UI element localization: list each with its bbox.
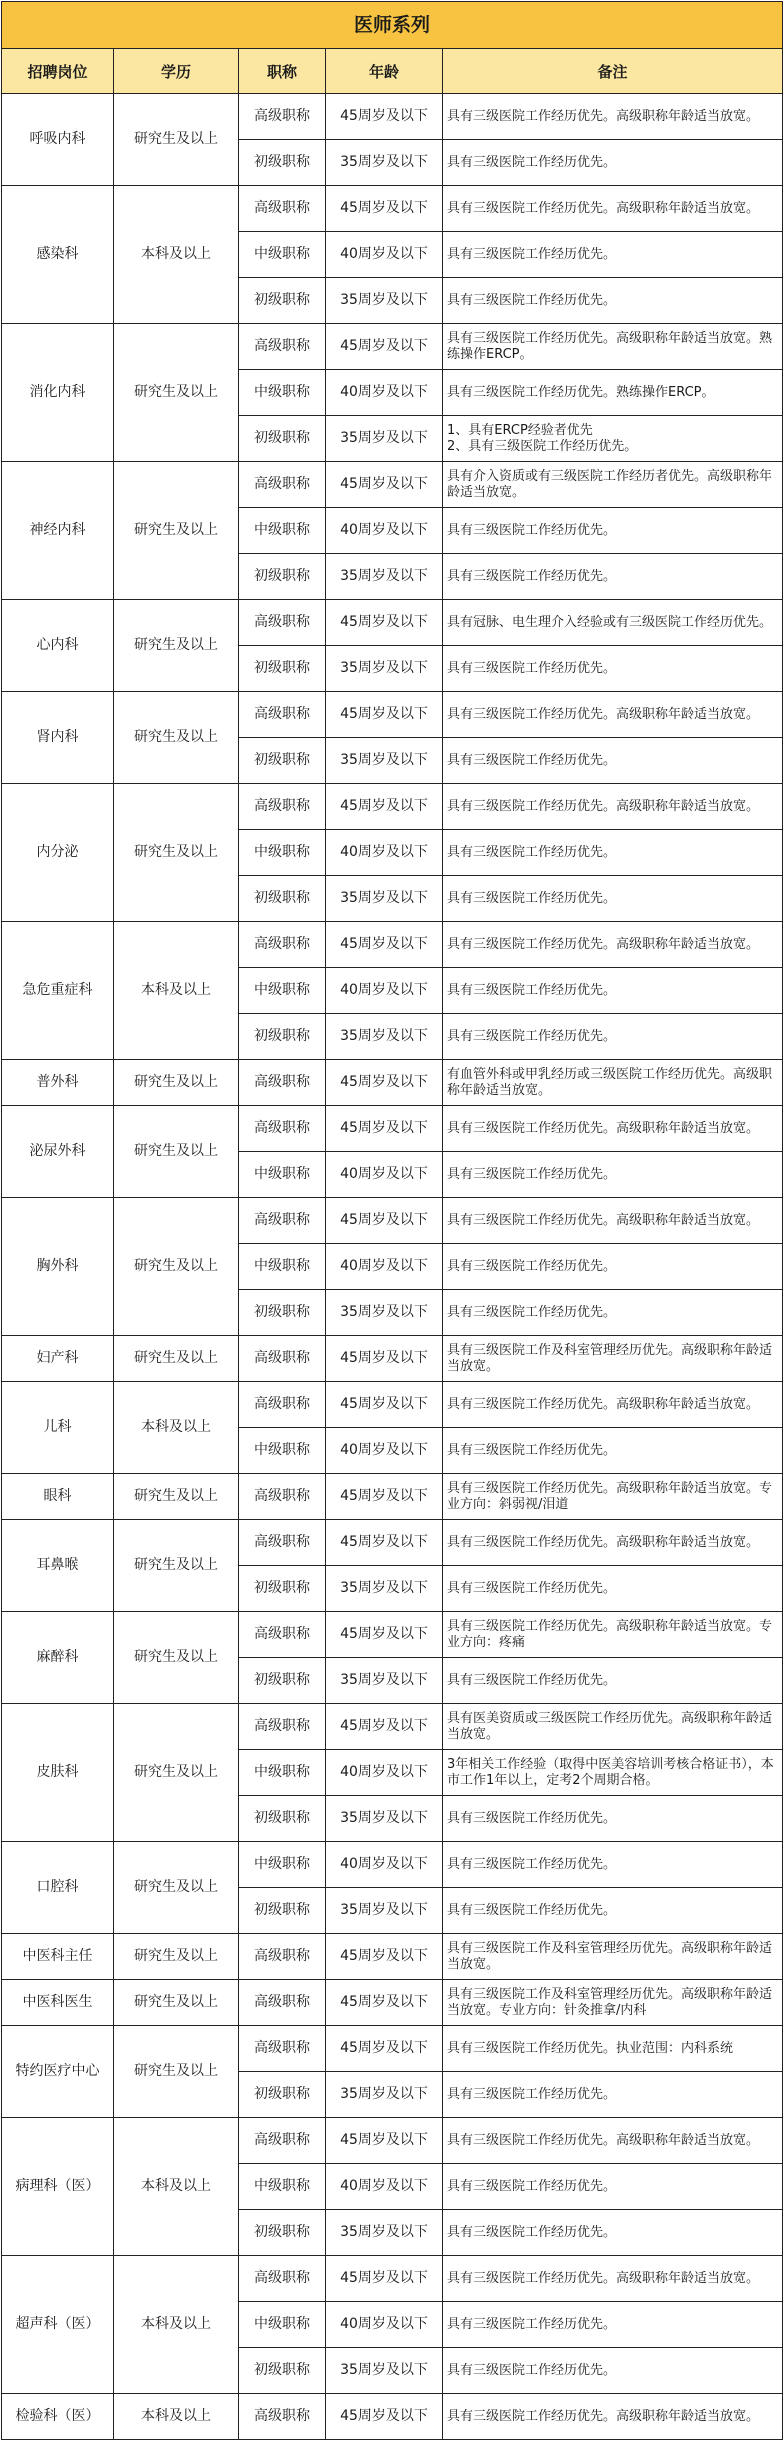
professional-title-cell: 初级职称 [239,738,326,784]
professional-title-cell: 初级职称 [239,1290,326,1336]
table-row [2,1474,783,1520]
remarks-cell: 具有三级医院工作经历优先。高级职称年龄适当放宽。 [443,2394,783,2440]
age-cell: 35周岁及以下 [326,1566,443,1612]
professional-title-cell: 高级职称 [239,692,326,738]
table-row [2,1106,783,1152]
professional-title-cell: 高级职称 [239,2256,326,2302]
position-cell: 耳鼻喉 [2,1520,114,1612]
professional-title-cell: 高级职称 [239,186,326,232]
age-cell: 45周岁及以下 [326,922,443,968]
professional-title-cell: 初级职称 [239,416,326,462]
remarks-cell: 具有三级医院工作经历优先。 [443,278,783,324]
education-cell: 本科及以上 [114,1382,239,1474]
age-cell: 40周岁及以下 [326,232,443,278]
professional-title-cell: 初级职称 [239,1566,326,1612]
professional-title-cell: 高级职称 [239,94,326,140]
education-cell: 研究生及以上 [114,462,239,600]
position-cell: 皮肤科 [2,1704,114,1842]
table-row [2,1382,783,1428]
education-cell: 研究生及以上 [114,94,239,186]
age-cell: 40周岁及以下 [326,370,443,416]
professional-title-cell: 中级职称 [239,370,326,416]
age-cell: 45周岁及以下 [326,1382,443,1428]
age-cell: 40周岁及以下 [326,830,443,876]
age-cell: 35周岁及以下 [326,416,443,462]
remarks-cell: 具有三级医院工作经历优先。 [443,1152,783,1198]
professional-title-cell: 初级职称 [239,2348,326,2394]
professional-title-cell: 中级职称 [239,2164,326,2210]
age-cell: 40周岁及以下 [326,1842,443,1888]
professional-title-cell: 初级职称 [239,876,326,922]
position-cell: 消化内科 [2,324,114,462]
remarks-cell: 具有三级医院工作经历优先。高级职称年龄适当放宽。 [443,2118,783,2164]
professional-title-cell: 中级职称 [239,1842,326,1888]
age-cell: 40周岁及以下 [326,2302,443,2348]
remarks-cell: 具有三级医院工作经历优先。 [443,1244,783,1290]
professional-title-cell: 高级职称 [239,1060,326,1106]
remarks-cell: 具有三级医院工作经历优先。高级职称年龄适当放宽。 [443,692,783,738]
table-row [2,462,783,508]
remarks-cell: 具有三级医院工作经历优先。高级职称年龄适当放宽。 [443,186,783,232]
education-cell: 研究生及以上 [114,1934,239,1980]
remarks-cell: 具有三级医院工作经历优先。高级职称年龄适当放宽。专业方向：斜弱视/泪道 [443,1474,783,1520]
table-row [2,1934,783,1980]
professional-title-cell: 中级职称 [239,830,326,876]
position-cell: 口腔科 [2,1842,114,1934]
table-row [2,1198,783,1244]
remarks-cell: 具有三级医院工作经历优先。高级职称年龄适当放宽。 [443,784,783,830]
remarks-cell: 具有三级医院工作经历优先。熟练操作ERCP。 [443,370,783,416]
professional-title-cell: 初级职称 [239,1796,326,1842]
professional-title-cell: 初级职称 [239,554,326,600]
age-cell: 45周岁及以下 [326,324,443,370]
age-cell: 45周岁及以下 [326,1474,443,1520]
education-cell: 本科及以上 [114,922,239,1060]
professional-title-cell: 高级职称 [239,1106,326,1152]
age-cell: 35周岁及以下 [326,2210,443,2256]
age-cell: 45周岁及以下 [326,1198,443,1244]
table-body [2,94,783,2440]
age-cell: 35周岁及以下 [326,1014,443,1060]
position-cell: 泌尿外科 [2,1106,114,1198]
table-row [2,922,783,968]
age-cell: 45周岁及以下 [326,1060,443,1106]
table-row [2,186,783,232]
remarks-cell: 具有三级医院工作经历优先。 [443,232,783,278]
remarks-cell: 具有三级医院工作经历优先。高级职称年龄适当放宽。 [443,922,783,968]
professional-title-cell: 高级职称 [239,1934,326,1980]
education-cell: 研究生及以上 [114,1520,239,1612]
remarks-cell: 具有医美资质或三级医院工作经历优先。高级职称年龄适当放宽。 [443,1704,783,1750]
table-row [2,1612,783,1658]
remarks-cell: 具有三级医院工作经历优先。 [443,1428,783,1474]
education-cell: 研究生及以上 [114,1060,239,1106]
age-cell: 35周岁及以下 [326,1290,443,1336]
education-cell: 研究生及以上 [114,324,239,462]
professional-title-cell: 中级职称 [239,1244,326,1290]
age-cell: 35周岁及以下 [326,1658,443,1704]
position-cell: 内分泌 [2,784,114,922]
professional-title-cell: 高级职称 [239,1612,326,1658]
position-cell: 心内科 [2,600,114,692]
professional-title-cell: 高级职称 [239,1474,326,1520]
age-cell: 45周岁及以下 [326,1336,443,1382]
remarks-cell: 具有三级医院工作经历优先。高级职称年龄适当放宽。 [443,94,783,140]
position-cell: 儿科 [2,1382,114,1474]
remarks-cell: 具有三级医院工作经历优先。 [443,2164,783,2210]
table-row [2,1704,783,1750]
remarks-cell: 具有三级医院工作经历优先。高级职称年龄适当放宽。 [443,1198,783,1244]
age-cell: 35周岁及以下 [326,876,443,922]
professional-title-cell: 高级职称 [239,2026,326,2072]
age-cell: 45周岁及以下 [326,692,443,738]
education-cell: 研究生及以上 [114,1980,239,2026]
professional-title-cell: 高级职称 [239,1520,326,1566]
professional-title-cell: 高级职称 [239,324,326,370]
remarks-cell: 具有三级医院工作经历优先。高级职称年龄适当放宽。 [443,2256,783,2302]
education-cell: 本科及以上 [114,2256,239,2394]
position-cell: 神经内科 [2,462,114,600]
remarks-cell: 具有三级医院工作经历优先。 [443,1566,783,1612]
table-row [2,1336,783,1382]
education-cell: 研究生及以上 [114,784,239,922]
age-cell: 45周岁及以下 [326,186,443,232]
remarks-cell: 具有三级医院工作经历优先。 [443,1290,783,1336]
position-cell: 急危重症科 [2,922,114,1060]
position-cell: 中医科主任 [2,1934,114,1980]
age-cell: 45周岁及以下 [326,2118,443,2164]
age-cell: 40周岁及以下 [326,968,443,1014]
header-remarks: 备注 [443,49,783,94]
professional-title-cell: 高级职称 [239,600,326,646]
education-cell: 研究生及以上 [114,600,239,692]
remarks-cell: 具有三级医院工作经历优先。执业范围：内科系统 [443,2026,783,2072]
age-cell: 35周岁及以下 [326,140,443,186]
position-cell: 中医科医生 [2,1980,114,2026]
age-cell: 45周岁及以下 [326,1980,443,2026]
professional-title-cell: 中级职称 [239,1750,326,1796]
professional-title-cell: 中级职称 [239,232,326,278]
position-cell: 胸外科 [2,1198,114,1336]
professional-title-cell: 中级职称 [239,1428,326,1474]
table-row [2,2256,783,2302]
age-cell: 35周岁及以下 [326,1796,443,1842]
age-cell: 35周岁及以下 [326,278,443,324]
remarks-cell: 3年相关工作经验（取得中医美容培训考核合格证书），本市工作1年以上，定考2个周期合格。 [443,1750,783,1796]
table-row [2,1842,783,1888]
header-position: 招聘岗位 [2,49,114,94]
professional-title-cell: 初级职称 [239,1014,326,1060]
professional-title-cell: 中级职称 [239,1152,326,1198]
education-cell: 本科及以上 [114,2394,239,2440]
title-row [2,2,783,49]
professional-title-cell: 初级职称 [239,278,326,324]
table-row [2,784,783,830]
professional-title-cell: 高级职称 [239,1382,326,1428]
age-cell: 35周岁及以下 [326,554,443,600]
header-professional-title: 职称 [239,49,326,94]
education-cell: 研究生及以上 [114,1336,239,1382]
remarks-cell: 具有三级医院工作经历优先。 [443,738,783,784]
education-cell: 研究生及以上 [114,2026,239,2118]
education-cell: 研究生及以上 [114,1842,239,1934]
age-cell: 35周岁及以下 [326,2348,443,2394]
remarks-cell: 具有三级医院工作经历优先。 [443,554,783,600]
remarks-cell: 具有三级医院工作经历优先。高级职称年龄适当放宽。专业方向：疼痛 [443,1612,783,1658]
professional-title-cell: 中级职称 [239,968,326,1014]
remarks-cell: 具有三级医院工作经历优先。 [443,1842,783,1888]
recruitment-table-wrapper [1,1,783,2440]
professional-title-cell: 初级职称 [239,646,326,692]
professional-title-cell: 初级职称 [239,1658,326,1704]
remarks-cell: 具有三级医院工作经历优先。 [443,140,783,186]
age-cell: 45周岁及以下 [326,1106,443,1152]
position-cell: 眼科 [2,1474,114,1520]
professional-title-cell: 初级职称 [239,2210,326,2256]
age-cell: 40周岁及以下 [326,1244,443,1290]
position-cell: 病理科（医） [2,2118,114,2256]
remarks-cell: 具有三级医院工作经历优先。 [443,830,783,876]
remarks-cell: 具有三级医院工作经历优先。 [443,2348,783,2394]
age-cell: 40周岁及以下 [326,1428,443,1474]
age-cell: 45周岁及以下 [326,2026,443,2072]
age-cell: 35周岁及以下 [326,738,443,784]
table-row [2,2394,783,2440]
position-cell: 妇产科 [2,1336,114,1382]
remarks-cell: 具有冠脉、电生理介入经验或有三级医院工作经历优先。 [443,600,783,646]
position-cell: 肾内科 [2,692,114,784]
position-cell: 普外科 [2,1060,114,1106]
remarks-cell: 有血管外科或甲乳经历或三级医院工作经历优先。高级职称年龄适当放宽。 [443,1060,783,1106]
remarks-cell: 具有三级医院工作经历优先。高级职称年龄适当放宽。 [443,1520,783,1566]
education-cell: 研究生及以上 [114,1612,239,1704]
age-cell: 45周岁及以下 [326,1612,443,1658]
education-cell: 本科及以上 [114,2118,239,2256]
remarks-cell: 具有三级医院工作及科室管理经历优先。高级职称年龄适当放宽。 [443,1336,783,1382]
table-row [2,1060,783,1106]
age-cell: 45周岁及以下 [326,1704,443,1750]
table-row [2,600,783,646]
position-cell: 感染科 [2,186,114,324]
remarks-cell: 具有三级医院工作经历优先。 [443,508,783,554]
remarks-cell: 具有三级医院工作经历优先。 [443,2302,783,2348]
professional-title-cell: 高级职称 [239,1704,326,1750]
table-row [2,2026,783,2072]
age-cell: 45周岁及以下 [326,600,443,646]
age-cell: 45周岁及以下 [326,1934,443,1980]
remarks-cell: 具有三级医院工作经历优先。 [443,1796,783,1842]
professional-title-cell: 高级职称 [239,462,326,508]
table-title: 医师系列 [2,2,783,49]
professional-title-cell: 高级职称 [239,1336,326,1382]
table-row [2,94,783,140]
age-cell: 40周岁及以下 [326,508,443,554]
position-cell: 特约医疗中心 [2,2026,114,2118]
professional-title-cell: 高级职称 [239,784,326,830]
age-cell: 40周岁及以下 [326,1152,443,1198]
header-education: 学历 [114,49,239,94]
remarks-cell: 具有三级医院工作经历优先。 [443,968,783,1014]
education-cell: 研究生及以上 [114,692,239,784]
age-cell: 45周岁及以下 [326,2394,443,2440]
recruitment-table [1,1,783,2440]
table-row [2,1980,783,2026]
remarks-cell: 具有三级医院工作经历优先。高级职称年龄适当放宽。 [443,1382,783,1428]
age-cell: 45周岁及以下 [326,784,443,830]
education-cell: 研究生及以上 [114,1198,239,1336]
age-cell: 35周岁及以下 [326,1888,443,1934]
professional-title-cell: 初级职称 [239,2072,326,2118]
remarks-cell: 具有三级医院工作及科室管理经历优先。高级职称年龄适当放宽。专业方向：针灸推拿/内科 [443,1980,783,2026]
position-cell: 超声科（医） [2,2256,114,2394]
table-row [2,2118,783,2164]
professional-title-cell: 中级职称 [239,508,326,554]
remarks-cell: 具有三级医院工作及科室管理经历优先。高级职称年龄适当放宽。 [443,1934,783,1980]
education-cell: 研究生及以上 [114,1474,239,1520]
remarks-cell: 具有三级医院工作经历优先。高级职称年龄适当放宽。 [443,1106,783,1152]
age-cell: 40周岁及以下 [326,1750,443,1796]
age-cell: 35周岁及以下 [326,2072,443,2118]
remarks-cell: 具有三级医院工作经历优先。 [443,646,783,692]
professional-title-cell: 高级职称 [239,1198,326,1244]
remarks-cell: 1、具有ERCP经验者优先 2、具有三级医院工作经历优先。 [443,416,783,462]
professional-title-cell: 中级职称 [239,2302,326,2348]
professional-title-cell: 初级职称 [239,1888,326,1934]
professional-title-cell: 高级职称 [239,2394,326,2440]
remarks-cell: 具有三级医院工作经历优先。 [443,2210,783,2256]
professional-title-cell: 高级职称 [239,2118,326,2164]
table-row [2,1520,783,1566]
header-age: 年龄 [326,49,443,94]
remarks-cell: 具有三级医院工作经历优先。 [443,2072,783,2118]
professional-title-cell: 高级职称 [239,1980,326,2026]
education-cell: 本科及以上 [114,186,239,324]
professional-title-cell: 初级职称 [239,140,326,186]
table-row [2,692,783,738]
professional-title-cell: 高级职称 [239,922,326,968]
table-row [2,324,783,370]
remarks-cell: 具有三级医院工作经历优先。 [443,1658,783,1704]
remarks-cell: 具有三级医院工作经历优先。高级职称年龄适当放宽。熟练操作ERCP。 [443,324,783,370]
remarks-cell: 具有介入资质或有三级医院工作经历者优先。高级职称年龄适当放宽。 [443,462,783,508]
age-cell: 45周岁及以下 [326,462,443,508]
remarks-cell: 具有三级医院工作经历优先。 [443,1014,783,1060]
age-cell: 45周岁及以下 [326,2256,443,2302]
header-row [2,49,783,94]
education-cell: 研究生及以上 [114,1106,239,1198]
age-cell: 45周岁及以下 [326,1520,443,1566]
remarks-cell: 具有三级医院工作经历优先。 [443,1888,783,1934]
education-cell: 研究生及以上 [114,1704,239,1842]
age-cell: 45周岁及以下 [326,94,443,140]
age-cell: 40周岁及以下 [326,2164,443,2210]
remarks-cell: 具有三级医院工作经历优先。 [443,876,783,922]
position-cell: 呼吸内科 [2,94,114,186]
age-cell: 35周岁及以下 [326,646,443,692]
position-cell: 检验科（医） [2,2394,114,2440]
position-cell: 麻醉科 [2,1612,114,1704]
